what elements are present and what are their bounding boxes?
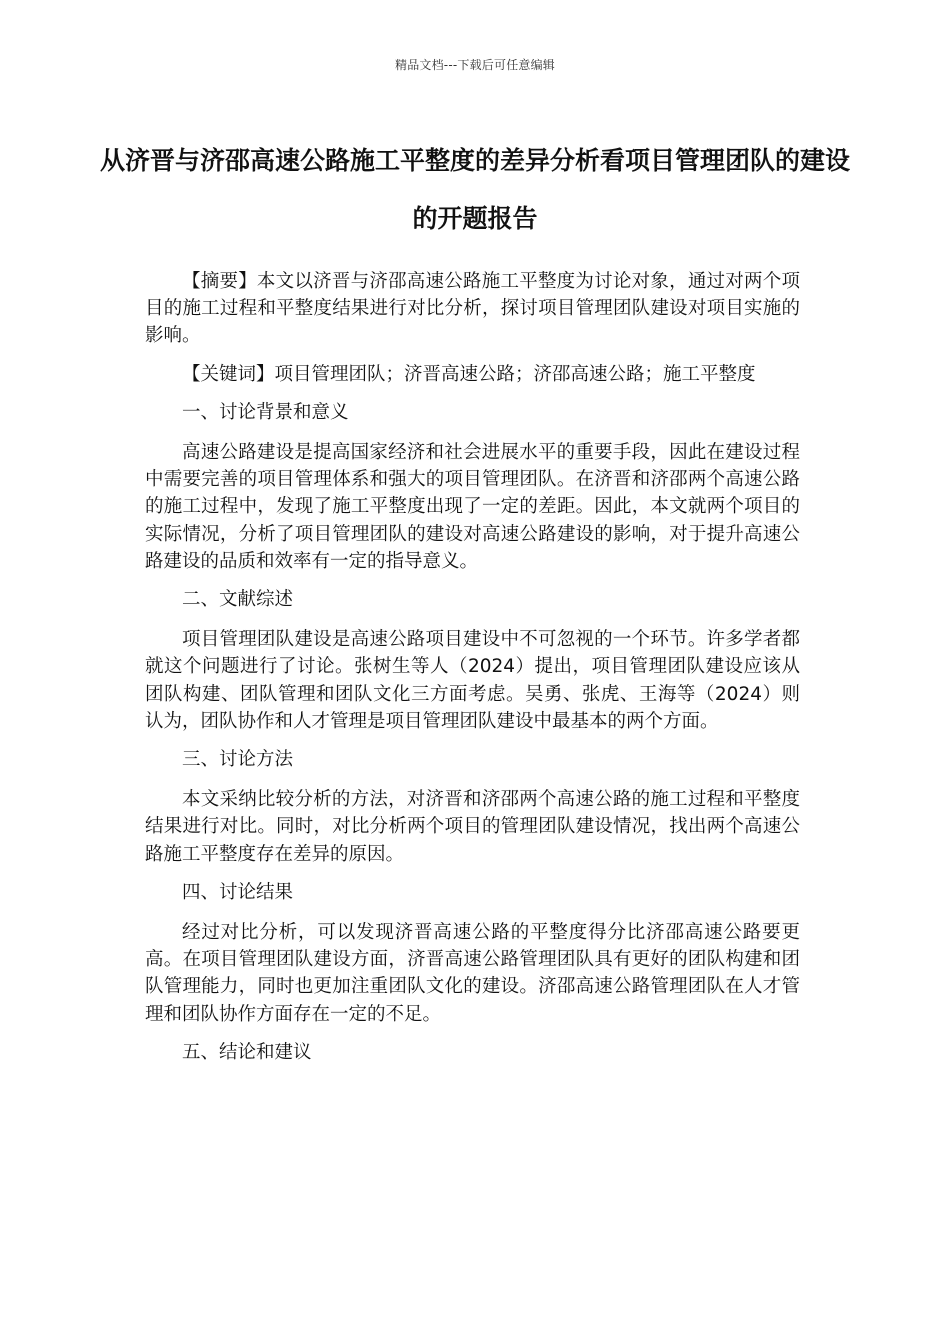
section-paragraph-4: 经过对比分析，可以发现济晋高速公路的平整度得分比济邵高速公路要更高。在项目管理团队建设方面，济晋高速公路管理团队具有更好的团队构建和团队管理能力，同时也更加注重团队文化的建设。济邵高速公路管理团队在人才管理和团队协作方面存在一定的不足。 bbox=[145, 922, 800, 1025]
section-heading-5: 五、结论和建议 bbox=[182, 1041, 312, 1063]
section-heading-2: 二、文献综述 bbox=[182, 589, 294, 611]
document-body bbox=[145, 268, 800, 1079]
section-heading-4: 四、讨论结果 bbox=[182, 881, 294, 903]
abstract-paragraph: 【摘要】本文以济晋与济邵高速公路施工平整度为讨论对象，通过对两个项目的施工过程和平整度结果进行对比分析，探讨项目管理团队建设对项目实施的影响。 bbox=[145, 271, 800, 347]
section-heading-3: 三、讨论方法 bbox=[182, 749, 294, 771]
section-paragraph-1: 高速公路建设是提高国家经济和社会进展水平的重要手段，因此在建设过程中需要完善的项目管理体系和强大的项目管理团队。在济晋和济邵两个高速公路的施工过程中，发现了施工平整度出现了一定的差距。因此，本文就两个项目的实际情况，分析了项目管理团队的建设对高速公路建设的影响，对于提升高速公路建设的品质和效率有一定的指导意义。 bbox=[145, 442, 800, 572]
page-header: 精品文档---下载后可任意编辑 bbox=[395, 58, 555, 72]
keywords-paragraph: 【关键词】项目管理团队；济晋高速公路；济邵高速公路；施工平整度 bbox=[182, 363, 756, 385]
section-paragraph-2: 项目管理团队建设是高速公路项目建设中不可忽视的一个环节。许多学者都就这个问题进行了讨论。张树生等人（2024）提出，项目管理团队建设应该从团队构建、团队管理和团队文化三方面考虑。吴勇、张虎、王海等（2024）则认为，团队协作和人才管理是项目管理团队建设中最基本的两个方面。 bbox=[145, 629, 800, 732]
section-paragraph-3: 本文采纳比较分析的方法，对济晋和济邵两个高速公路的施工过程和平整度结果进行对比。同时，对比分析两个项目的管理团队建设情况，找出两个高速公路施工平整度存在差异的原因。 bbox=[145, 789, 800, 865]
section-heading-1: 一、讨论背景和意义 bbox=[182, 401, 349, 423]
document-title: 从济晋与济邵高速公路施工平整度的差异分析看项目管理团队的建设的开题报告 bbox=[100, 146, 851, 233]
